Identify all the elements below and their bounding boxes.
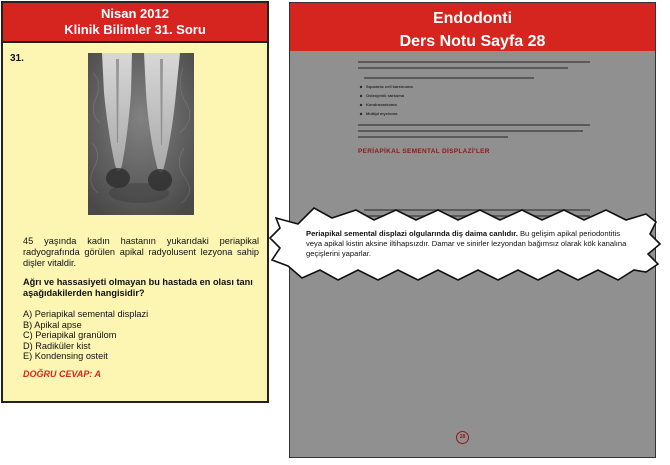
question-header-title: Klinik Bilimler 31. Soru [64, 22, 206, 37]
bullet-3: Kondrosarkoma [366, 102, 397, 107]
notes-subtitle: Ders Notu Sayfa 28 [399, 33, 546, 50]
correct-answer: DOĞRU CEVAP: A [23, 369, 102, 379]
callout-text [306, 229, 633, 259]
question-number: 31. [10, 53, 24, 64]
bullet-dots [290, 51, 655, 131]
periapical-radiograph-image [88, 53, 194, 215]
question-prompt: Ağrı ve hassasiyeti olmayan bu hastada en olası tanı aşağıdakilerden hangisidir? [23, 277, 253, 298]
question-stem: 45 yaşında kadın hastanın yukarıdaki periapikal radyografında görülen apikal radyolusent lezyona sahip dişler vitaldir. [23, 236, 259, 268]
notes-title: Endodonti [432, 10, 513, 27]
bullet-1: Squamöz cell karsinoma [366, 84, 413, 89]
callout-box [268, 200, 668, 288]
option-d: D) Radiküler kist [23, 340, 91, 351]
question-header [3, 3, 267, 43]
option-e: E) Kondensing osteit [23, 351, 108, 362]
question-card [1, 1, 269, 403]
callout-body-text: Bu gelişim apikal periodontitis veya apikal kistin aksine iltihapsızdır. Damar ve sinirler lezyondan bağımsız olarak kök kanalına geçişlerini yaparlar. [306, 229, 627, 258]
answer-options [23, 309, 148, 362]
bullet-2: Osteojenik sarkoma [366, 93, 405, 98]
callout-bold-text: Periapikal semental displazi olgularında diş daima canlıdır. [306, 229, 518, 238]
notes-header [290, 3, 655, 51]
option-c: C) Periapikal granülom [23, 330, 117, 341]
option-a: A) Periapikal semental displazi [23, 309, 149, 319]
option-b: B) Apikal apse [23, 319, 82, 330]
section-title: PERİAPİKAL SEMENTAL DİSPLAZİ'LER [358, 148, 490, 155]
page-number: 28 [456, 431, 469, 444]
question-header-date: Nisan 2012 [101, 6, 169, 21]
bullet-4: Multipl myeloma [366, 111, 398, 116]
